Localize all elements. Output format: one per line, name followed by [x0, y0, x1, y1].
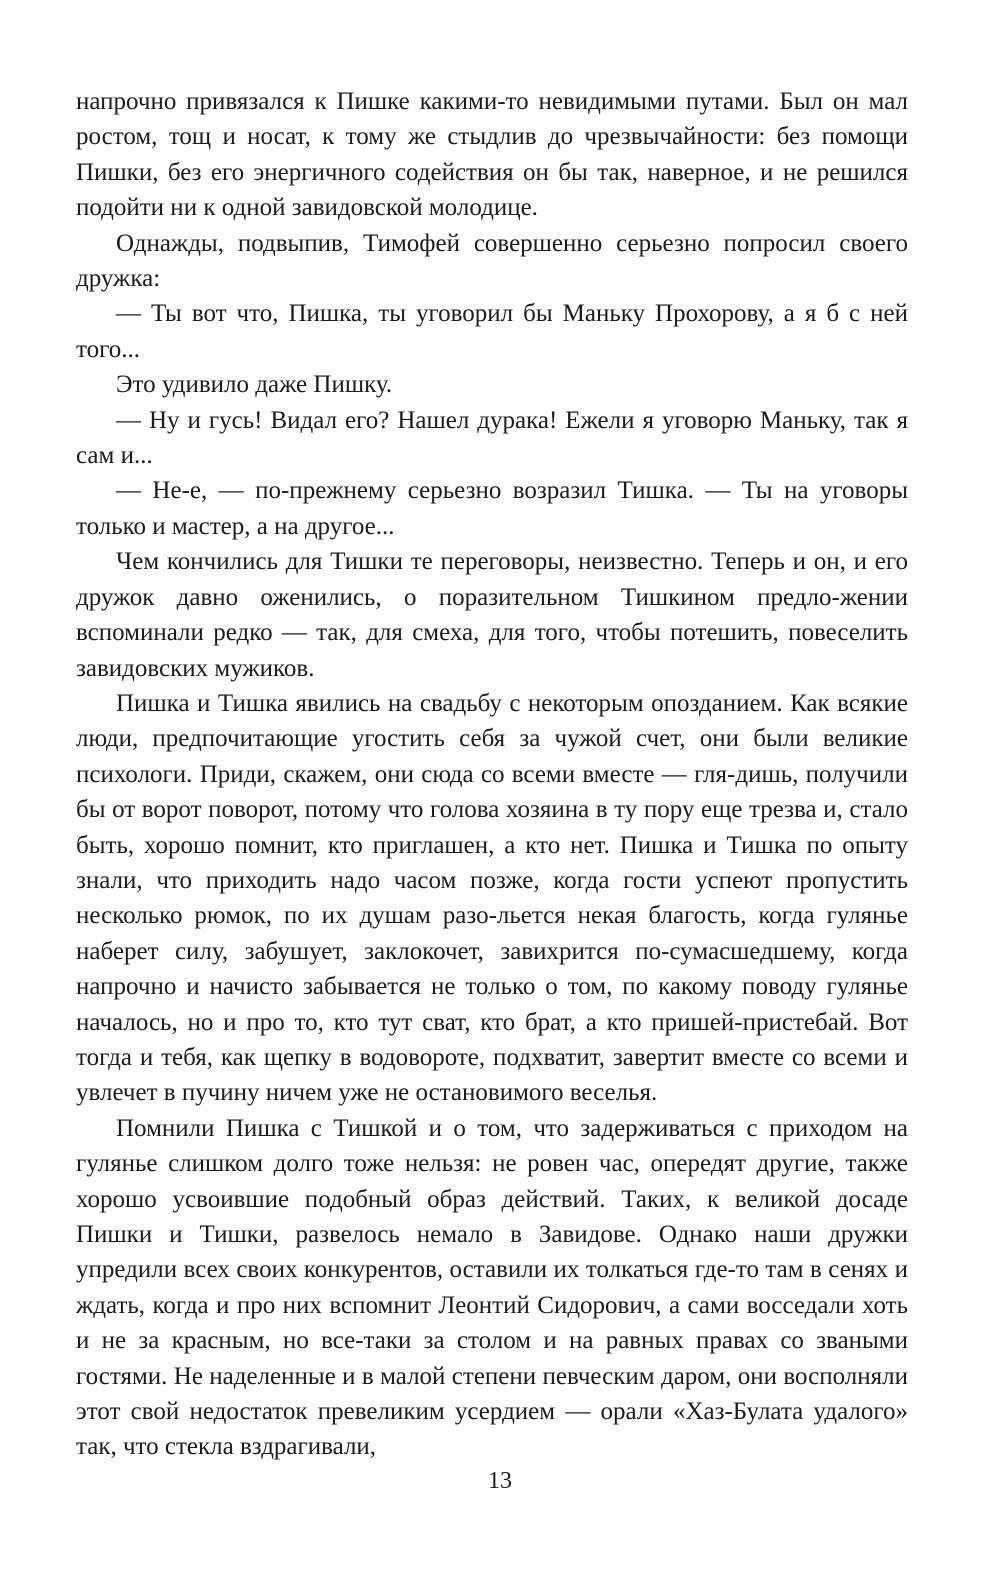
page-number: 13	[488, 1468, 512, 1494]
paragraph: Пишка и Тишка явились на свадьбу с некоторым опозданием. Как всякие люди, предпочитающие угостить себя за чужой счет, они были великие психологи. Приди, скажем, они сюда со всеми вместе — гля-дишь, получили бы от ворот поворот, потому что голова хозяина в ту пору еще трезва и, стало быть, хорошо помнит, кто приглашен, а кто нет. Пишка и Тишка по опыту знали, что приходить надо часом позже, когда гости успеют пропустить несколько рюмок, по их душам разо-льется некая благость, когда гулянье наберет силу, забушует, заклокочет, завихрится по-сумасшедшему, когда напрочно и начисто забывается не только о том, по какому поводу гулянье началось, но и про то, кто тут сват, кто брат, а кто пришей-пристебай. Вот тогда и тебя, как щепку в водовороте, подхватит, завертит вместе со всеми и увлечет в пучину ничем уже не остановимого веселья.	[76, 689, 908, 1107]
paragraph: Чем кончились для Тишки те переговоры, неизвестно. Теперь и он, и его дружок давно оженились, о поразительном Тишкином предло-жении вспоминали редко — так, для смеха, для того, чтобы потешить, повеселить завидовских мужиков.	[76, 548, 908, 682]
paragraph: Помнили Пишка с Тишкой и о том, что задерживаться с приходом на гулянье слишком долго тоже нельзя: не ровен час, опередят другие, также хорошо усвоившие подобный образ действий. Таких, к великой досаде Пишки и Тишки, развелось немало в Завидове. Однако наши дружки упредили всех своих конкурентов, оставили их толкаться где-то там в сенях и ждать, когда и про них вспомнит Леонтий Сидорович, а сами восседали хоть и не за красным, но все-таки за столом и на равных правах со зваными гостями. Не наделенные и в малой степени певческим даром, они восполняли этот свой недостаток превеликим усердием — орали «Хаз-Булата удалого» так, что стекла вздрагивали,	[76, 1114, 908, 1461]
paragraph: — Ты вот что, Пишка, ты уговорил бы Маньку Прохорову, а я б с ней того...	[76, 300, 908, 363]
paragraph: Однажды, подвыпив, Тимофей совершенно серьезно попросил своего дружка:	[76, 229, 908, 293]
paragraph: Это удивило даже Пишку.	[116, 371, 393, 399]
paragraph: — Не-е, — по-прежнему серьезно возразил Тишка. — Ты на уговоры только и мастер, а на другое...	[76, 477, 908, 540]
paragraph: напрочно привязался к Пишке какими-то невидимыми путами. Был он мал ростом, тощ и носат, к тому же стыдлив до чрезвычайности: без помощи Пишки, без его энергичного содействия он бы так, наверное, и не решился подойти ни к одной завидовской молодице.	[76, 88, 908, 222]
paragraph: — Ну и гусь! Видал его? Нашел дурака! Ежели я уговорю Маньку, так я сам и...	[76, 406, 908, 470]
body-text	[76, 84, 908, 1465]
